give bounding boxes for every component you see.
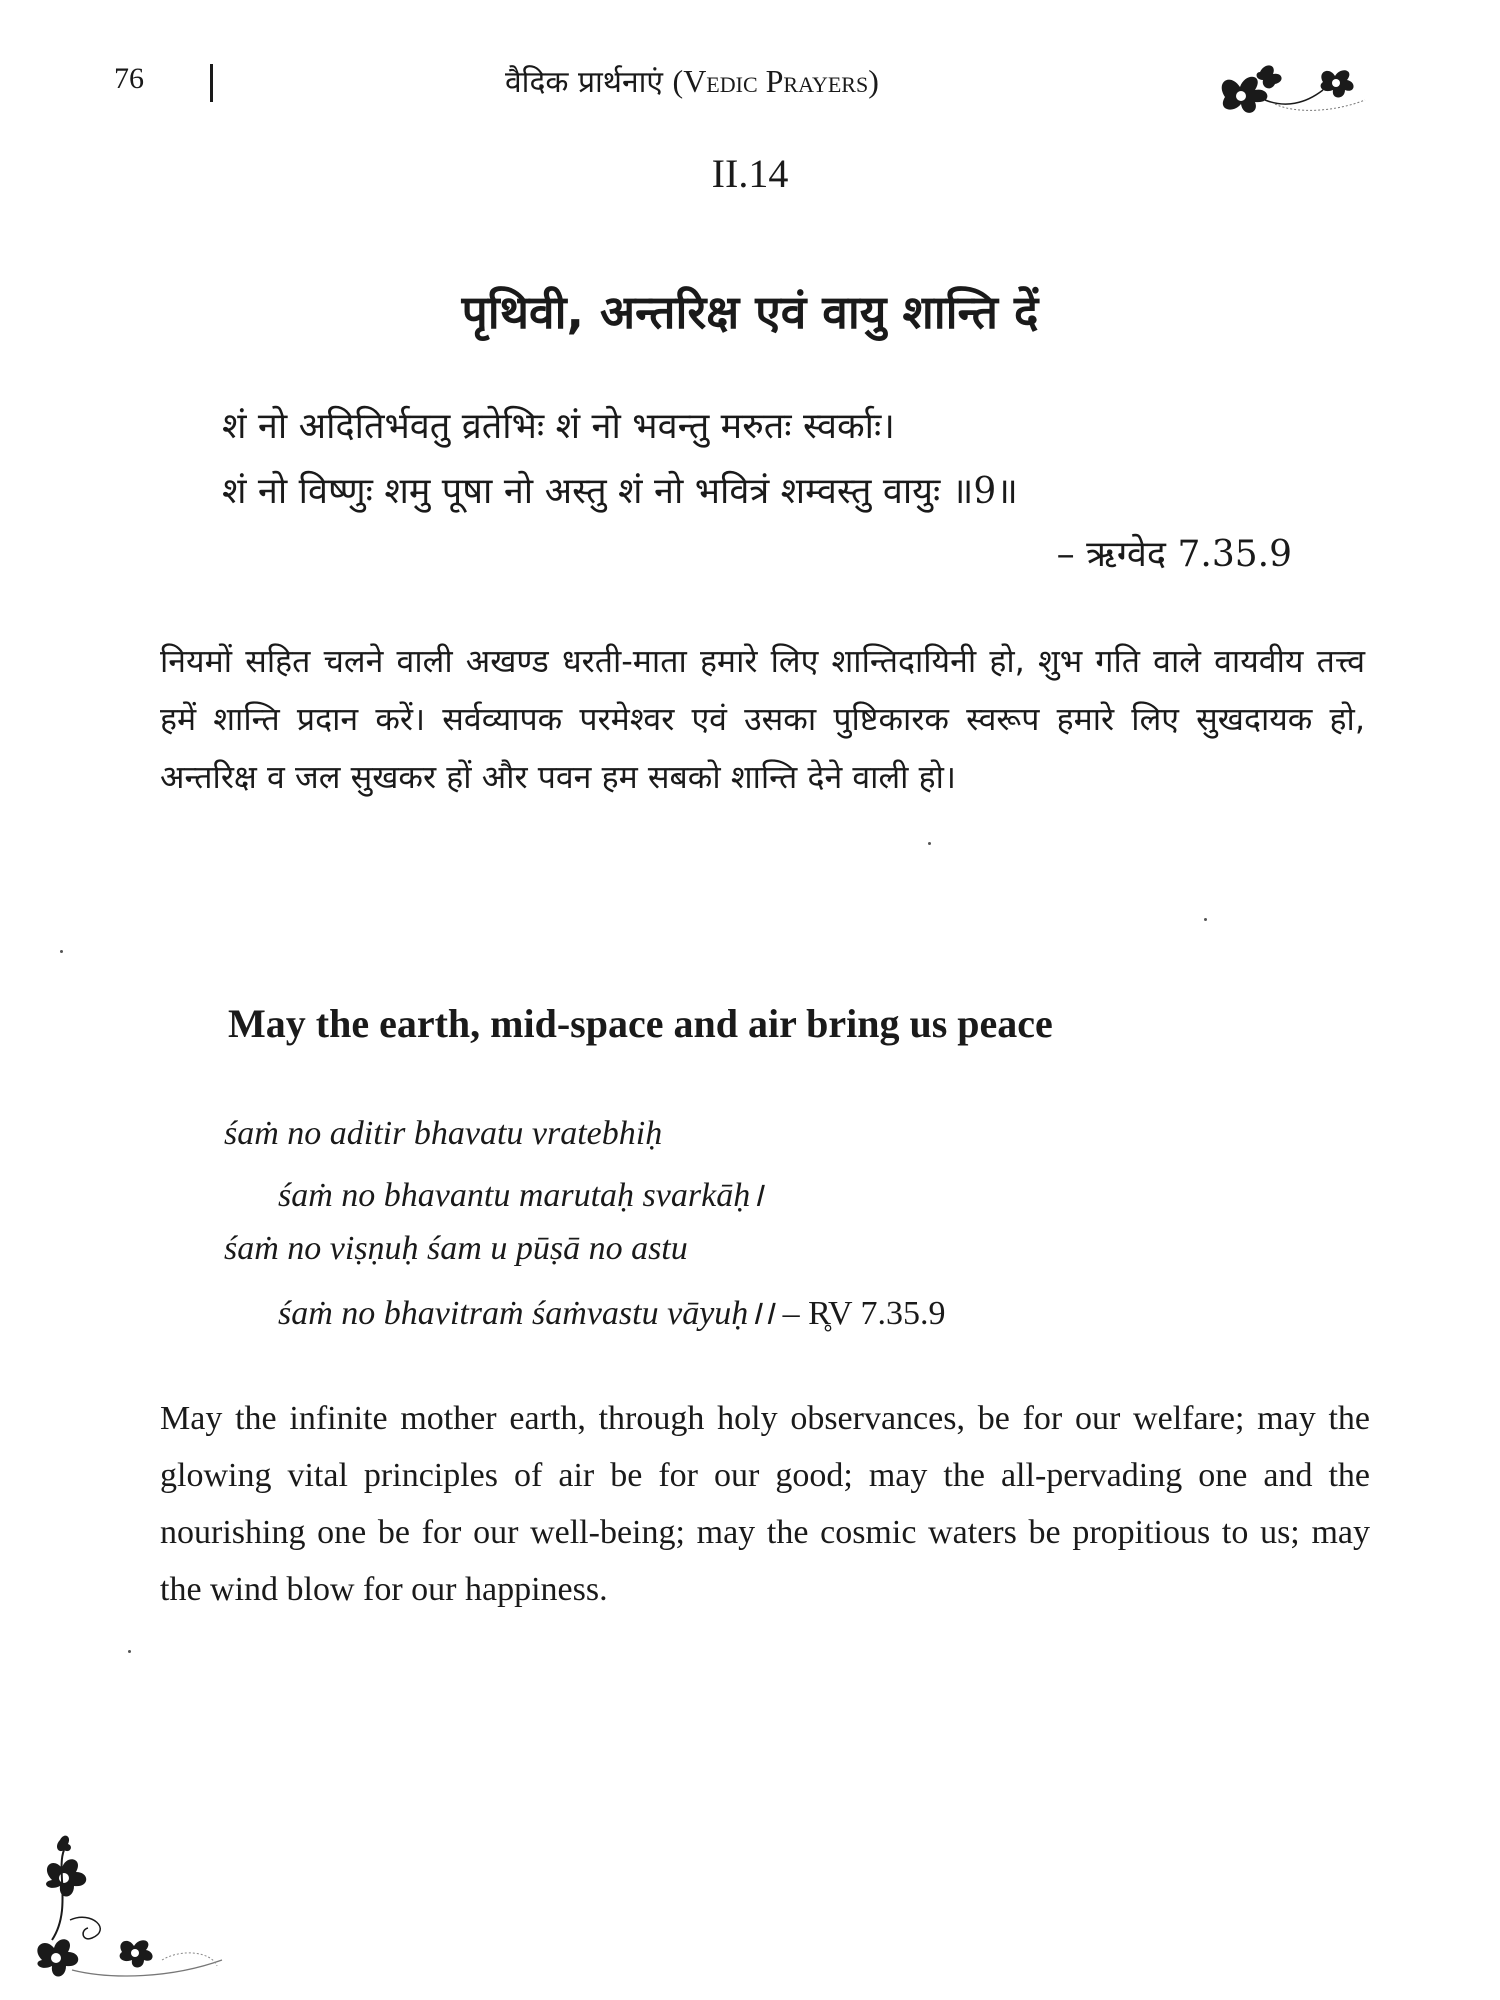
transliteration-source: – R̥V 7.35.9 xyxy=(782,1295,946,1332)
page-number: 76 xyxy=(114,62,144,95)
print-speck xyxy=(928,842,931,845)
transliteration-line-4-text: śaṁ no bhavitraṁ śaṁvastu vāyuḥ।। xyxy=(278,1295,775,1332)
page-number-divider xyxy=(210,64,213,102)
hindi-translation-paragraph: नियमों सहित चलने वाली अखण्ड धरती-माता हमारे लिए शान्तिदायिनी हो, शुभ गति वाले वायवीय तत्त्व हमें शान्ति प्रदान करें। सर्वव्यापक परमेश्वर एवं उसका पुष्टिकारक स्वरूप हमारे लिए सुखदायक हो, अन्तरिक्ष व जल सुखकर हों और पवन हम सबको शान्ति देने वाली हो। xyxy=(160,642,1365,796)
transliteration-line-2: śaṁ no bhavantu marutaḥ svarkāḥ। xyxy=(278,1177,764,1214)
english-heading: May the earth, mid-space and air bring us peace xyxy=(228,1001,1053,1046)
english-translation-paragraph: May the infinite mother earth, through holy observances, be for our welfare; may the glowing vital principles of air be for our good; may the all-pervading one and the nourishing one be for our well-being; may the cosmic waters be propitious to us; may the wind blow for our happiness. xyxy=(160,1400,1370,1608)
sanskrit-verse-source: – ऋग्वेद 7.35.9 xyxy=(1056,534,1292,575)
transliteration-line-1: śaṁ no aditir bhavatu vratebhiḥ xyxy=(224,1115,663,1152)
sanskrit-verse-line-2: शं नो विष्णुः शमु पूषा नो अस्तु शं नो भवित्रं शम्वस्तु वायुः ॥9॥ xyxy=(222,471,1018,512)
print-speck xyxy=(60,950,63,953)
print-speck xyxy=(128,1650,131,1653)
floral-vine-icon xyxy=(12,1820,242,2000)
running-title-english: (Vedic Prayers) xyxy=(672,63,879,99)
print-speck xyxy=(1204,918,1207,921)
transliteration-line-4 xyxy=(278,1288,945,1334)
sanskrit-verse-line-1: शं नो अदितिर्भवतु व्रतेभिः शं नो भवन्तु मरुतः स्वर्काः। xyxy=(222,406,895,447)
running-title xyxy=(505,60,879,101)
hindi-heading: पृथिवी, अन्तरिक्ष एवं वायु शान्ति दें xyxy=(461,285,1039,339)
floral-ornament-icon xyxy=(1205,52,1375,122)
transliteration-line-3: śaṁ no viṣṇuḥ śam u pūṣā no astu xyxy=(224,1230,688,1267)
running-title-hindi: वैदिक प्रार्थनाएं xyxy=(505,65,663,100)
section-number: II.14 xyxy=(711,151,789,196)
